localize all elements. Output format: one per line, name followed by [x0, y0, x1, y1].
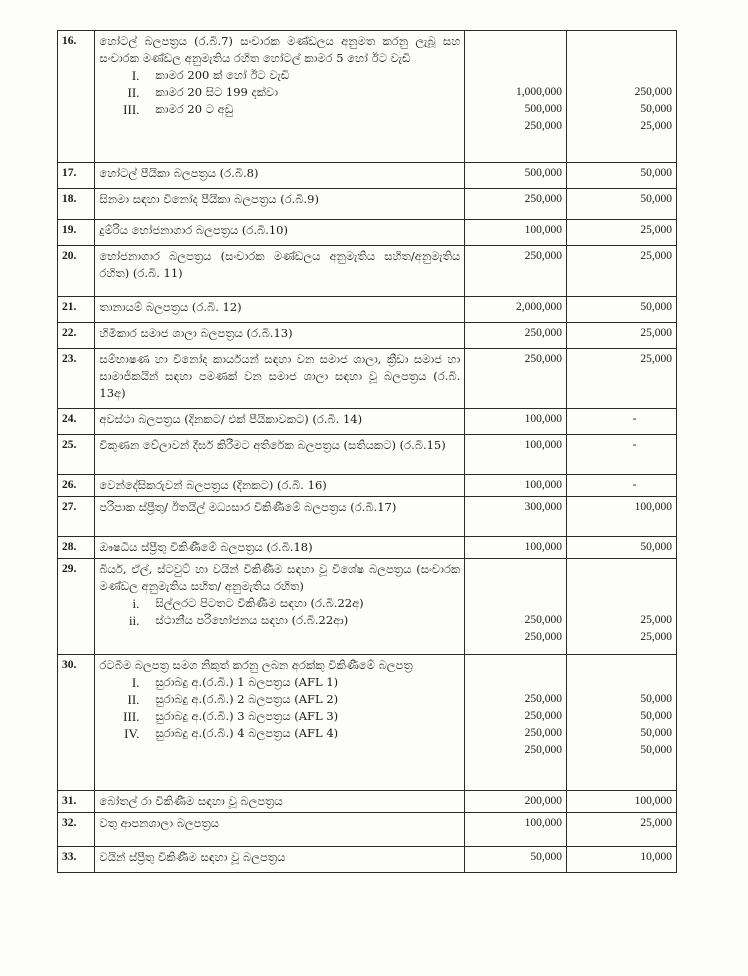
sub-item — [99, 84, 460, 101]
sub-item-numeral: II. — [127, 692, 140, 707]
license-description — [95, 813, 465, 847]
table-row — [58, 813, 677, 847]
description-text: ඖෂධීය ස්ප්‍රීතු විකිණීමේ බලපත්‍රය (ර.බි.18) — [99, 540, 313, 554]
sub-item — [99, 595, 460, 612]
sub-item-numeral: IV. — [124, 726, 140, 741]
license-fee-cell: 250,000 — [465, 349, 567, 409]
row-number: 23. — [58, 349, 95, 409]
license-fee-cell: 100,000 — [465, 409, 567, 435]
sub-item-license-fee: 250,000 — [524, 693, 563, 705]
license-fee-cell: 250,000 — [465, 323, 567, 349]
table-row — [58, 349, 677, 409]
row-number: 33. — [58, 847, 95, 873]
sub-item — [99, 612, 460, 629]
sub-item — [99, 708, 460, 725]
table-row — [58, 297, 677, 323]
row-number: 19. — [58, 220, 95, 246]
table-row — [58, 791, 677, 813]
annual-fee-cell: 25,000 — [567, 220, 677, 246]
sub-item-license-fee: 250,000 — [524, 120, 563, 132]
license-fee-cell: 50,000 — [465, 847, 567, 873]
license-fee-cell: 100,000 — [465, 813, 567, 847]
row-number: 25. — [58, 435, 95, 475]
license-fee-cell: 200,000 — [465, 791, 567, 813]
sub-item — [99, 691, 460, 708]
license-description — [95, 847, 465, 873]
license-fee-table-body — [58, 31, 677, 873]
row-number: 17. — [58, 163, 95, 189]
sub-item-text: සුරාබදු අ.(ර.බි.) 1 බලපත්‍රය (AFL 1) — [155, 675, 339, 689]
row-number: 30. — [58, 655, 95, 791]
annual-fee-cell: - — [567, 435, 677, 475]
license-description — [95, 791, 465, 813]
license-description — [95, 655, 465, 791]
license-fee-cell: 2,000,000 — [465, 297, 567, 323]
sub-item-annual-fee: 25,000 — [640, 614, 672, 626]
license-description — [95, 435, 465, 475]
annual-fee-cell — [567, 559, 677, 655]
sub-item-annual-fee: 250,000 — [634, 86, 672, 98]
annual-fee-cell: 25,000 — [567, 246, 677, 297]
sub-item-text: සුරාබදු අ.(ර.බි.) 2 බලපත්‍රය (AFL 2) — [155, 692, 339, 706]
license-fee-cell: 300,000 — [465, 497, 567, 537]
license-description — [95, 189, 465, 220]
table-row — [58, 163, 677, 189]
license-description — [95, 537, 465, 559]
row-number: 21. — [58, 297, 95, 323]
table-row — [58, 323, 677, 349]
annual-fee-cell: 50,000 — [567, 537, 677, 559]
row-number: 28. — [58, 537, 95, 559]
sub-item-text: කාමර 20 සිට 199 දක්වා — [155, 85, 278, 99]
description-text: තානායම් බලපත්‍රය (ර.බි. 12) — [99, 300, 242, 314]
description-text: රටබීම බලපත්‍ර සමග නිකුත් කරනු ලබන අරක්කු විකිණීමේ බලපත්‍ර — [99, 658, 413, 672]
table-row — [58, 475, 677, 497]
annual-fee-cell: - — [567, 475, 677, 497]
row-number: 20. — [58, 246, 95, 297]
row-number: 16. — [58, 31, 95, 163]
license-fee-cell — [465, 655, 567, 791]
sub-item-license-fee: 250,000 — [524, 727, 563, 739]
license-description — [95, 297, 465, 323]
sub-item — [99, 725, 460, 742]
license-fee-cell: 100,000 — [465, 537, 567, 559]
sub-item-annual-fee: 50,000 — [640, 727, 672, 739]
description-text: වෙන්දේසිකරුවන් බලපත්‍රය (දිනකට) (ර.බි. 16) — [99, 478, 327, 492]
description-text: පරිපාක ස්ප්‍රීතු/ ඊතයිල් මධ්‍යසාර විකිණීමේ බලපත්‍රය (ර.බි.17) — [99, 500, 397, 514]
table-row — [58, 537, 677, 559]
license-fee-cell: 500,000 — [465, 163, 567, 189]
row-number: 27. — [58, 497, 95, 537]
license-description — [95, 220, 465, 246]
license-description — [95, 163, 465, 189]
sub-item-numeral: ii. — [128, 613, 140, 628]
license-description — [95, 409, 465, 435]
sub-item-text: කාමර 20 ට අඩු — [155, 102, 234, 116]
license-fee-cell: 100,000 — [465, 475, 567, 497]
license-description — [95, 31, 465, 163]
description-text: හෝටල් බලපත්‍රය (ර.බි.7) සංචාරක මණ්ඩලය අනුමත කරනු ලැබූ සහ සංචාරක මණ්ඩල අනුමැතිය රහිත හෝටල් කාමර 5 හෝ ඊට වැඩි — [99, 34, 461, 65]
table-row — [58, 497, 677, 537]
annual-fee-cell: 100,000 — [567, 791, 677, 813]
annual-fee-cell: 50,000 — [567, 297, 677, 323]
annual-fee-cell: 25,000 — [567, 349, 677, 409]
row-number: 31. — [58, 791, 95, 813]
row-number: 32. — [58, 813, 95, 847]
row-number: 29. — [58, 559, 95, 655]
sub-item-numeral: I. — [131, 675, 140, 690]
annual-fee-cell: 50,000 — [567, 163, 677, 189]
description-text: බියර්, ඒල්, ස්ටවුට් හා වයින් විකිණීම සඳහා වූ විශේෂ බලපත්‍රය (සංචාරක මණ්ඩල අනුමැතිය සහිත/ අනුමැතිය රහිත) — [99, 562, 461, 593]
table-row — [58, 246, 677, 297]
description-text: හිමිකාර සමාජ ශාලා බලපත්‍රය (ර.බි.13) — [99, 326, 293, 340]
table-row — [58, 31, 677, 163]
annual-fee-cell: - — [567, 409, 677, 435]
license-fee-table — [57, 30, 677, 873]
description-text: අවස්ථා බලපත්‍රය (දිනකට/ එක් පීයිකාවකට) (ර.බි. 14) — [99, 412, 363, 426]
annual-fee-cell: 25,000 — [567, 813, 677, 847]
sub-item-annual-fee: 50,000 — [640, 744, 672, 756]
sub-item-license-fee: 250,000 — [524, 631, 563, 643]
annual-fee-cell: 100,000 — [567, 497, 677, 537]
sub-item-annual-fee: 50,000 — [640, 710, 672, 722]
sub-item-annual-fee: 50,000 — [640, 103, 672, 115]
sub-item-text: ස්ථානීය පරිභෝජනය සඳහා (ර.බි.22ආ) — [155, 613, 349, 627]
sub-item-license-fee: 250,000 — [524, 710, 563, 722]
license-description — [95, 475, 465, 497]
license-fee-cell — [465, 31, 567, 163]
description-text: සම්භාෂණ හා විනෝද කාර්යයන් සඳහා වන සමාජ ශාලා, ක්‍රීඩා සමාජ හා සාමාජිකයින් සඳහා පමණක් වන සමාජ ශාලා සඳහා වූ බලපත්‍රය (ර.බි. 13අ) — [99, 352, 461, 400]
table-row — [58, 559, 677, 655]
license-fee-cell: 100,000 — [465, 220, 567, 246]
license-description — [95, 246, 465, 297]
sub-item-numeral: II. — [127, 85, 140, 100]
license-description — [95, 323, 465, 349]
annual-fee-cell: 25,000 — [567, 323, 677, 349]
description-text: භෝජනාගාර බලපත්‍රය (සංචාරක මණ්ඩලය අනුමැතිය සහිත/අනුමැතිය රහිත) (ර.බි. 11) — [99, 249, 461, 280]
row-number: 26. — [58, 475, 95, 497]
sub-item-annual-fee: 25,000 — [640, 120, 672, 132]
sub-item-text: සුරාබදු අ.(ර.බි.) 4 බලපත්‍රය (AFL 4) — [155, 726, 339, 740]
row-number: 18. — [58, 189, 95, 220]
table-row — [58, 655, 677, 791]
sub-item — [99, 67, 460, 84]
sub-item-annual-fee: 25,000 — [640, 631, 672, 643]
sub-item-numeral: i. — [132, 596, 140, 611]
license-description — [95, 349, 465, 409]
table-row — [58, 847, 677, 873]
description-text: බෝතල් රා විකිණීම සඳහා වූ බලපත්‍රය — [99, 794, 283, 808]
sub-item-numeral: III. — [123, 709, 140, 724]
sub-item-numeral: I. — [131, 68, 140, 83]
license-fee-cell: 100,000 — [465, 435, 567, 475]
table-row — [58, 189, 677, 220]
sub-item-numeral: III. — [123, 102, 140, 117]
description-text: වයින් ස්ප්‍රීතු විකිණීම සඳහා වූ බලපත්‍රය — [99, 850, 286, 864]
sub-item-text: කාමර 200 ක් හෝ ඊට වැඩි — [155, 68, 290, 82]
license-description — [95, 559, 465, 655]
description-text: වතු ආපනශාලා බලපත්‍රය — [99, 816, 220, 830]
sub-item — [99, 101, 460, 118]
description-text: සිනමා සඳහා විනෝද පීයිකා බලපත්‍රය (ර.බි.9) — [99, 192, 319, 206]
sub-item — [99, 674, 460, 691]
description-text: හෝටල් පීයිකා බලපත්‍රය (ර.බි.8) — [99, 166, 259, 180]
table-row — [58, 409, 677, 435]
annual-fee-cell: 50,000 — [567, 189, 677, 220]
table-row — [58, 435, 677, 475]
sub-item-text: සිල්ලරට පිටතට විකිණීම සඳහා (ර.බි.22අ) — [155, 596, 364, 610]
description-text: විකුණන වේලාවන් දීර්ඝ කිරීමට අතිරේක බලපත්‍රය (සතියකට) (ර.බි.15) — [99, 438, 446, 452]
row-number: 22. — [58, 323, 95, 349]
license-description — [95, 497, 465, 537]
table-row — [58, 220, 677, 246]
description-text: දුම්රිය භෝජනාගාර බලපත්‍රය (ර.බි.10) — [99, 223, 288, 237]
annual-fee-cell: 10,000 — [567, 847, 677, 873]
sub-item-annual-fee: 50,000 — [640, 693, 672, 705]
annual-fee-cell — [567, 31, 677, 163]
license-fee-cell: 250,000 — [465, 189, 567, 220]
license-fee-cell: 250,000 — [465, 246, 567, 297]
sub-item-license-fee: 250,000 — [524, 614, 563, 626]
annual-fee-cell — [567, 655, 677, 791]
row-number: 24. — [58, 409, 95, 435]
sub-item-license-fee: 250,000 — [524, 744, 563, 756]
sub-item-text: සුරාබදු අ.(ර.බි.) 3 බලපත්‍රය (AFL 3) — [155, 709, 339, 723]
sub-item-license-fee: 1,000,000 — [516, 86, 563, 98]
license-fee-cell — [465, 559, 567, 655]
sub-item-license-fee: 500,000 — [524, 103, 563, 115]
